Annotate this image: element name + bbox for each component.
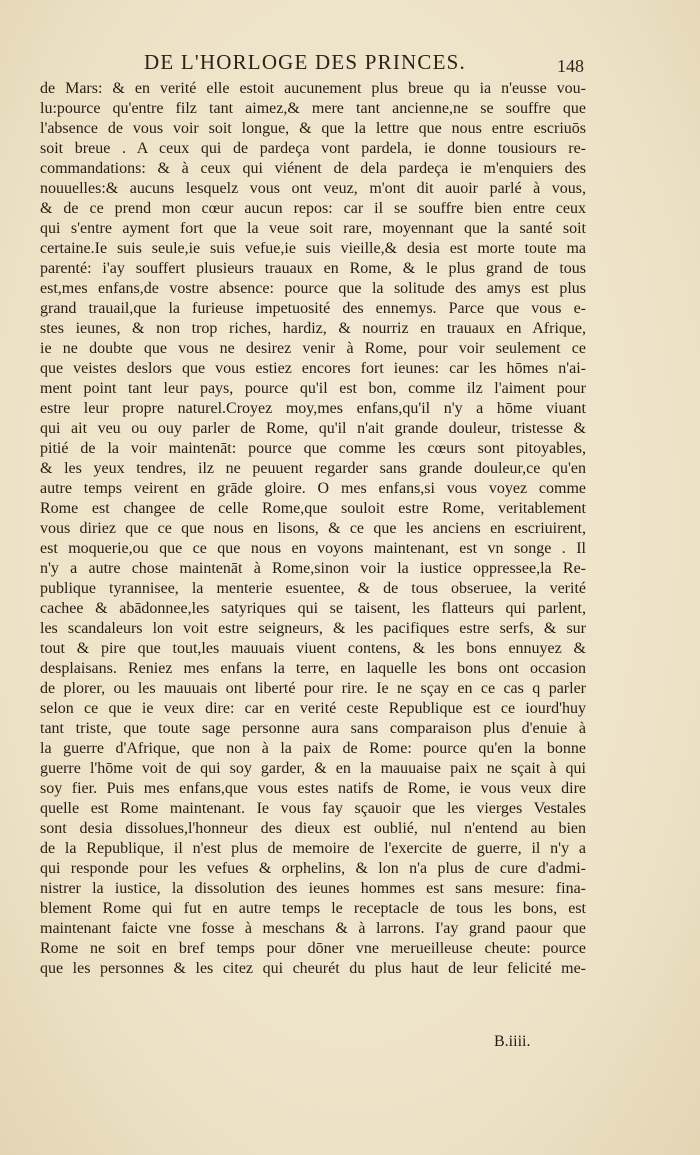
text-line: que les personnes & les citez qui cheurét du plus haut de leur felicité me-: [40, 960, 586, 977]
text-line: grand trauail,que la furieuse impetuosité des ennemys. Parce que vous e-: [40, 300, 586, 317]
text-line: que veistes deslors que vous estiez encores fort ieunes: car les hōmes n'ai-: [40, 360, 586, 377]
text-line: & les yeux tendres, ilz ne peuuent regarder sans grande douleur,ce qu'en: [40, 460, 586, 477]
text-line: la guerre d'Afrique, que non à la paix de Rome: pource qu'en la bonne: [40, 740, 586, 757]
text-line: cachee & abādonnee,les satyriques qui se taisent, les flatteurs qui parlent,: [40, 600, 586, 617]
text-line: estre leur propre naturel.Croyez moy,mes enfans,qu'il n'y a hōme viuant: [40, 400, 586, 417]
text-line: est,mes enfans,de vostre absence: pource que la solitude des amys est plus: [40, 280, 586, 297]
text-line: est moquerie,ou que ce que nous en voyons maintenant, est vn songe . Il: [40, 540, 586, 557]
text-line: tout & pire que tout,les mauuais viuent contens, & les bons ennuyez &: [40, 640, 586, 657]
text-line: qui ait veu ou ouy parler de Rome, qu'il n'ait grande douleur, tristesse &: [40, 420, 586, 437]
text-line: parenté: i'ay souffert plusieurs trauaux en Rome, & le plus grand de tous: [40, 260, 586, 277]
text-line: sont desia dissolues,l'honneur des dieux est oublié, nul n'entend au bien: [40, 820, 586, 837]
text-line: pitié de la voir maintenāt: pource que comme les cœurs sont pitoyables,: [40, 440, 586, 457]
text-line: qui responde pour les vefues & orphelins, & lon n'a plus de cure d'admi-: [40, 860, 586, 877]
text-line: les scandaleurs lon voit estre seigneurs, & les pacifiques estre serfs, & sur: [40, 620, 586, 637]
text-line: blement Rome qui fut en autre temps le receptacle de tous les bons, est: [40, 900, 586, 917]
text-line: selon ce que ie veux dire: car en verité ceste Republique est ce iourd'huy: [40, 700, 586, 717]
text-line: nistrer la iustice, la dissolution des ieunes hommes est sans mesure: fina-: [40, 880, 586, 897]
text-line: autre temps veirent en grāde gloire. O mes enfans,si vous voyez comme: [40, 480, 586, 497]
text-line: vous diriez que ce que nous en lisons, & ce que les anciens en escriuirent,: [40, 520, 586, 537]
body-text: [40, 79, 586, 979]
text-line: stes ieunes, & non trop riches, hardiz, & nourriz en trauaux en Afrique,: [40, 320, 586, 337]
text-line: nouuelles:& aucuns lesquelz vous ont veuz, m'ont dit auoir parlé à vous,: [40, 180, 586, 197]
running-title: DE L'HORLOGE DES PRINCES.: [144, 50, 466, 74]
text-line: certaine.Ie suis seule,ie suis vefue,ie suis vieille,& desia est morte toute ma: [40, 240, 586, 257]
text-line: guerre l'hōme voit de qui soy garder, & en la mauuaise paix ne sçait à qui: [40, 760, 586, 777]
text-line: ment point tant leur pays, pource qu'il est bon, comme ilz l'aiment pour: [40, 380, 586, 397]
text-line: de la Republique, il n'est plus de memoire de l'exercite de guerre, il n'y a: [40, 840, 586, 857]
text-line: Rome est changee de celle Rome,que souloit estre Rome, veritablement: [40, 500, 586, 517]
text-line: lu:pource qu'entre filz tant aimez,& mere tant ancienne,ne se souffre que: [40, 100, 586, 117]
text-line: soy fier. Puis mes enfans,que vous estes natifs de Rome, ie vous veux dire: [40, 780, 586, 797]
text-line: & de ce prend mon cœur aucun repos: car il se souffre bien entre ceux: [40, 200, 586, 217]
text-line: commandations: & à ceux qui viénent de dela pardeça ie m'enquiers des: [40, 160, 586, 177]
text-line: soit breue . A ceux qui de pardeça vont pardela, ie donne tousiours re-: [40, 140, 586, 157]
text-line: qui s'entre ayment fort que la veue soit rare, moyennant que la santé soit: [40, 220, 586, 237]
text-line: quelle est Rome maintenant. Ie vous fay sçauoir que les vierges Vestales: [40, 800, 586, 817]
page-number: 148: [557, 56, 584, 76]
text-line: tant triste, que toute sage personne aura sans comparaison plus d'enuie à: [40, 720, 586, 737]
text-line: de Mars: & en verité elle estoit aucunement plus breue qu ia n'eusse vou-: [40, 80, 586, 97]
page-header: [144, 50, 614, 78]
signature-mark: B.iiii.: [494, 1033, 531, 1050]
text-line: de plorer, ou les mauuais ont liberté pour rire. Ie ne sçay en ce cas q parler: [40, 680, 586, 697]
text-line: Rome ne soit en bref temps pour dōner vne merueilleuse cheute: pource: [40, 940, 586, 957]
text-line: l'absence de vous voir soit longue, & que la lettre que nous entre escriuōs: [40, 120, 586, 137]
text-line: publique tyrannisee, la menterie esuentee, & de tous obseruee, la verité: [40, 580, 586, 597]
text-line: maintenant faicte vne fosse à meschans & à larrons. I'ay grand paour que: [40, 920, 586, 937]
text-line: desplaisans. Reniez mes enfans la terre, en laquelle les bons ont occasion: [40, 660, 586, 677]
text-line: n'y a autre chose maintenāt à Rome,sinon voir la iustice oppressee,la Re-: [40, 560, 586, 577]
text-line: ie ne doubte que vous ne desirez venir à Rome, pour voir seulement ce: [40, 340, 586, 357]
